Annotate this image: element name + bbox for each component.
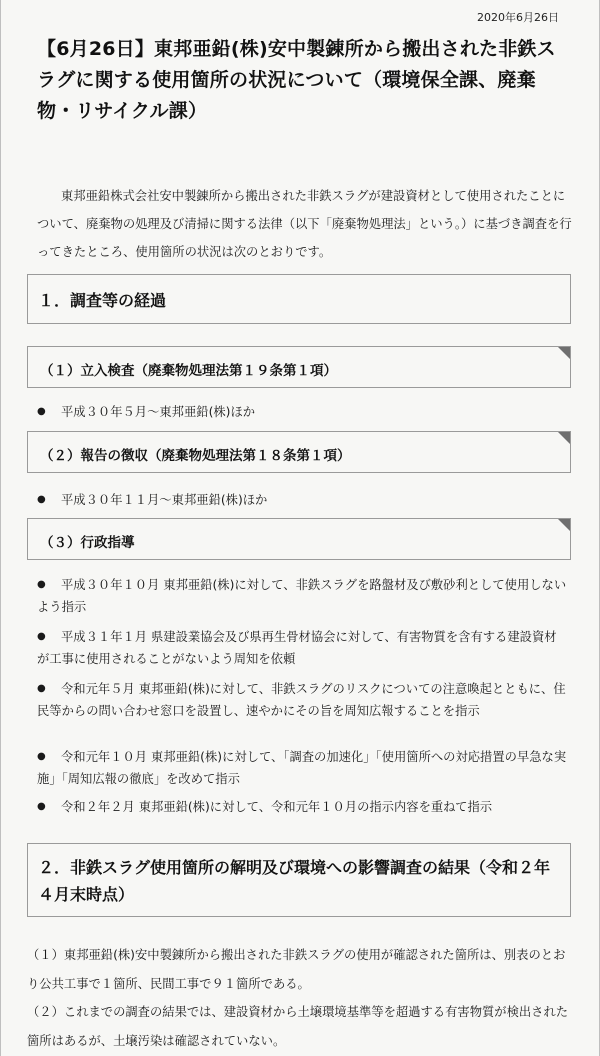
bullet-icon: ● xyxy=(37,406,46,417)
list-item: ● 令和元年１０月 東邦亜鉛(株)に対して、「調査の加速化」「使用箇所への対応措置の早急な実施」「周知広報の徹底」を改めて指示 xyxy=(37,746,567,790)
section-1-heading: １．調査等の経過 xyxy=(38,291,167,310)
bullet-icon: ● xyxy=(37,579,46,590)
subsection-3-heading: （３）行政指導 xyxy=(40,535,135,551)
bullet-icon: ● xyxy=(37,683,46,694)
subsection-1-heading: （１）立入検査（廃棄物処理法第１９条第１項） xyxy=(40,363,337,379)
list-item: ● 平成３１年１月 県建設業協会及び県再生骨材協会に対して、有害物質を含有する建設資材が工事に使用されることがないよう周知を依頼 xyxy=(37,626,567,670)
intro-paragraph: 東邦亜鉛株式会社安中製錬所から搬出された非鉄スラグが建設資材として使用されたことについて、廃棄物の処理及び清掃に関する法律（以下「廃棄物処理法」という。）に基づき調査を行ってきたところ、使用箇所の状況は次のとおりです。 xyxy=(37,189,572,259)
list-item: ● 平成３０年５月～東邦亜鉛(株)ほか xyxy=(37,401,567,423)
bullet-icon: ● xyxy=(37,631,46,642)
result-paragraph-2: （２）これまでの調査の結果では、建設資材から土壌環境基準等を超過する有害物質が検出された箇所はあるが、土壌汚染は確認されていない。 xyxy=(27,1005,569,1048)
subsection-3-heading-box xyxy=(27,518,571,560)
corner-fold-icon xyxy=(558,432,570,444)
section-2-heading: ２．非鉄スラグ使用箇所の解明及び環境への影響調査の結果（令和２年４月末時点） xyxy=(38,858,551,904)
result-paragraph-1: （１）東邦亜鉛(株)安中製錬所から搬出された非鉄スラグの使用が確認された箇所は、別表のとおり公共工事で１箇所、民間工事で９１箇所である。 xyxy=(27,948,566,991)
bullet-icon: ● xyxy=(37,494,46,505)
corner-fold-icon xyxy=(558,347,570,359)
list-item: ● 平成３０年１１月～東邦亜鉛(株)ほか xyxy=(37,489,567,511)
section-2-heading-box xyxy=(27,843,571,917)
publish-date: 2020年6月26日 xyxy=(477,11,559,24)
subsection-1-heading-box xyxy=(27,346,571,388)
subsection-2-heading: （２）報告の徴収（廃棄物処理法第１８条第１項） xyxy=(40,448,351,464)
list-item: ● 令和２年２月 東邦亜鉛(株)に対して、令和元年１０月の指示内容を重ねて指示 xyxy=(37,796,567,818)
list-item: ● 平成３０年１０月 東邦亜鉛(株)に対して、非鉄スラグを路盤材及び敷砂利として使用しないよう指示 xyxy=(37,574,567,618)
subsection-2-heading-box xyxy=(27,431,571,473)
bullet-icon: ● xyxy=(37,751,46,762)
list-item: ● 令和元年５月 東邦亜鉛(株)に対して、非鉄スラグのリスクについての注意喚起とともに、住民等からの問い合わせ窓口を設置し、速やかにその旨を周知広報することを指示 xyxy=(37,678,567,722)
page-title: 【6月26日】東邦亜鉛(株)安中製錬所から搬出された非鉄スラグに関する使用箇所の状況について（環境保全課、廃棄物・リサイクル課） xyxy=(37,38,556,122)
bullet-icon: ● xyxy=(37,801,46,812)
section-1-heading-box xyxy=(27,274,571,324)
corner-fold-icon xyxy=(558,519,570,531)
